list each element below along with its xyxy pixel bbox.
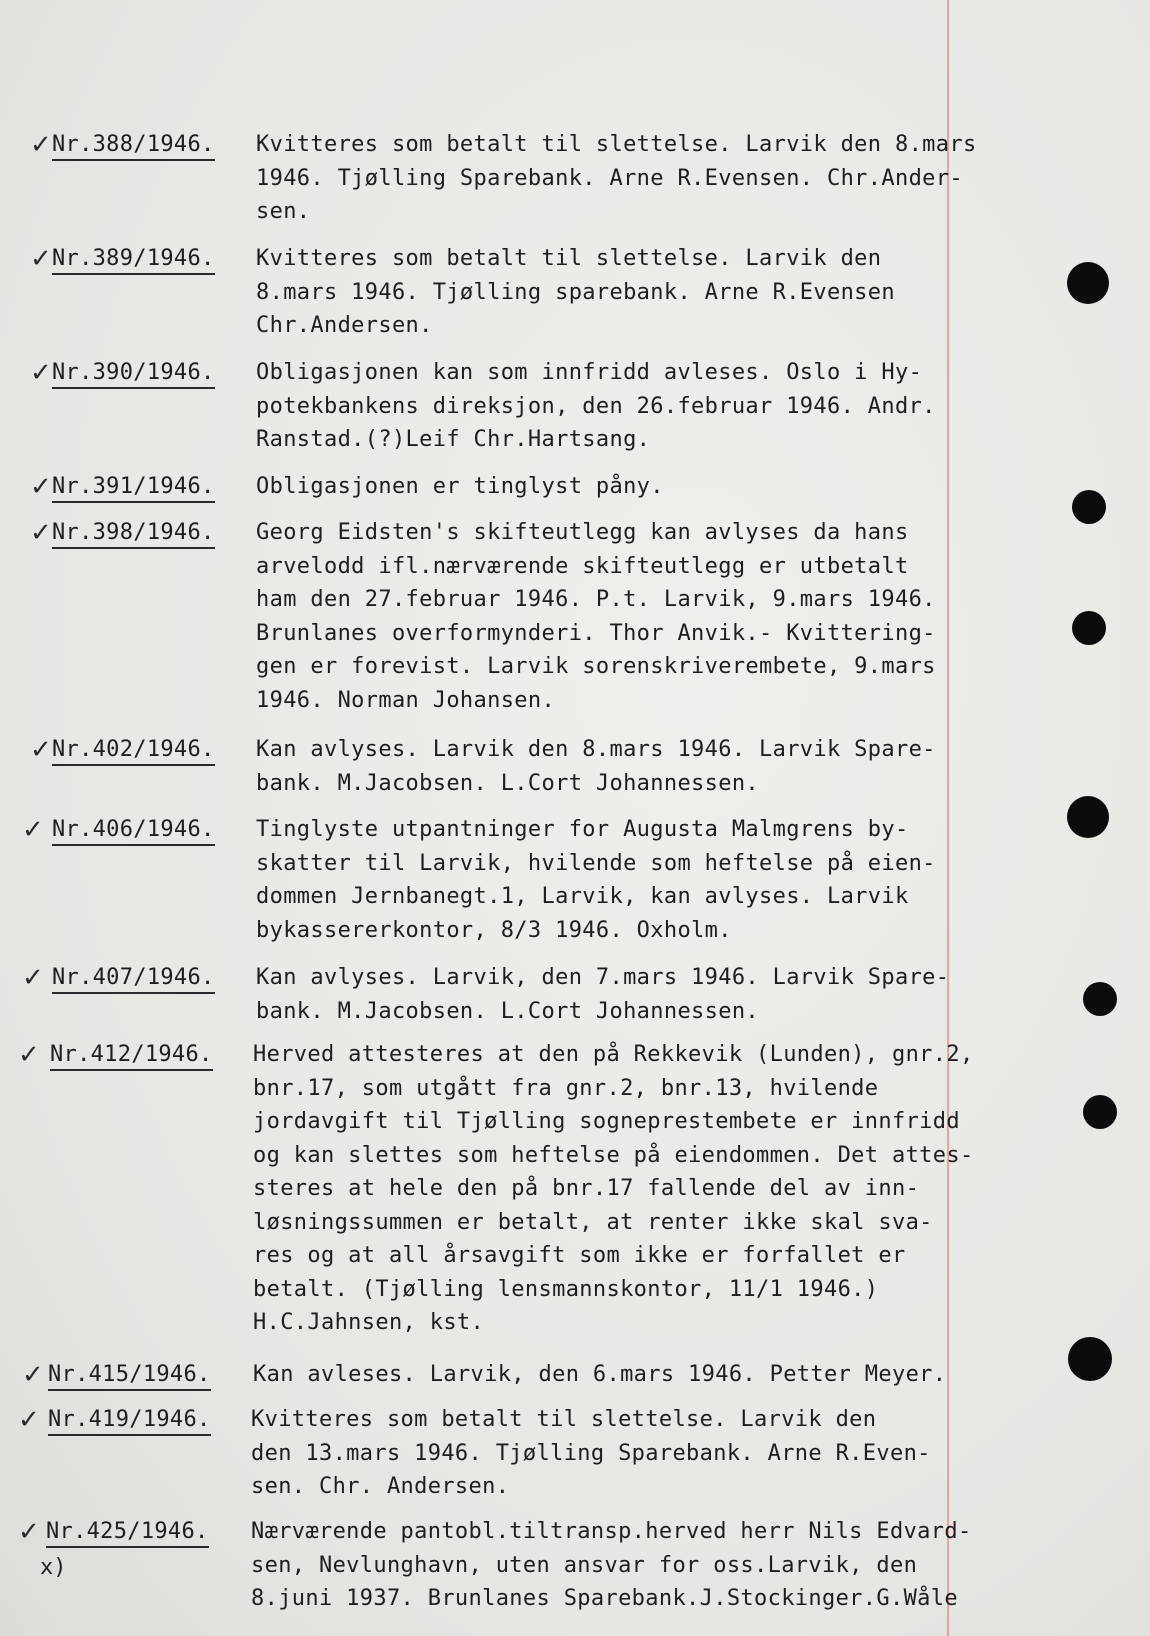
check-mark: ✓ <box>18 1517 40 1547</box>
entry-ref: Nr.425/1946. <box>46 1519 209 1548</box>
entry-text: Kan avlyses. Larvik, den 7.mars 1946. Larvik Spare- bank. M.Jacobsen. L.Cort Johannessen. <box>256 965 950 1024</box>
entry-text: Obligasjonen kan som innfridd avleses. Oslo i Hy- potekbankens direksjon, den 26.februar 1946. Andr. Ranstad.(?)Leif Chr.Hartsang. <box>256 360 936 452</box>
check-mark: ✓ <box>18 1040 40 1070</box>
check-mark: ✓ <box>18 1405 40 1435</box>
entry-text: Georg Eidsten's skifteutlegg kan avlyses da hans arvelodd ifl.nærværende skifteutlegg er utbetalt ham den 27.februar 1946. P.t. Larvik, 9.mars 1946. Brunlanes overformynderi. Thor Anvik.- Kvittering- gen er forevist. Larvik sorenskriverembete, 9.mars 1946. Norman Johansen. <box>256 520 936 713</box>
entry-ref: Nr.415/1946. <box>48 1362 211 1391</box>
entry-text: Kvitteres som betalt til slettelse. Larvik den 8.mars 1946. Tjølling sparebank. Arne R.Evensen Chr.Andersen. <box>256 246 895 338</box>
entry-ref: Nr.406/1946. <box>52 817 215 846</box>
entry-ref: Nr.390/1946. <box>52 360 215 389</box>
entry-text: Obligasjonen er tinglyst påny. <box>256 474 664 499</box>
entry-text: Nærværende pantobl.tiltransp.herved herr Nils Edvard- sen, Nevlunghavn, uten ansvar for oss.Larvik, den 8.juni 1937. Brunlanes Sparebank.J.Stockinger.G.Wåle <box>251 1519 972 1611</box>
entry-text: Tinglyste utpantninger for Augusta Malmgrens by- skatter til Larvik, hvilende som heftelse på eien- dommen Jernbanegt.1, Larvik, kan avlyses. Larvik bykassererkontor, 8/3 1946. Oxholm. <box>256 817 936 943</box>
entry-ref: Nr.407/1946. <box>52 965 215 994</box>
red-margin-line <box>947 0 949 1636</box>
entry-ref: Nr.398/1946. <box>52 520 215 549</box>
check-mark: ✓ <box>30 472 52 502</box>
binder-hole-4 <box>1067 796 1109 838</box>
footnote-marker: x) <box>40 1555 67 1580</box>
check-mark: ✓ <box>22 1360 44 1390</box>
entry-text: Kan avleses. Larvik, den 6.mars 1946. Petter Meyer. <box>253 1362 947 1387</box>
binder-hole-5 <box>1083 982 1117 1016</box>
binder-hole-1 <box>1067 262 1109 304</box>
check-mark: ✓ <box>30 735 52 765</box>
check-mark: ✓ <box>30 130 52 160</box>
entry-ref: Nr.388/1946. <box>52 132 215 161</box>
entry-text: Kvitteres som betalt til slettelse. Larvik den den 13.mars 1946. Tjølling Sparebank. Arne R.Even- sen. Chr. Andersen. <box>251 1407 931 1499</box>
check-mark: ✓ <box>22 963 44 993</box>
entry-text: Kvitteres som betalt til slettelse. Larvik den 8.mars 1946. Tjølling Sparebank. Arne R.Evensen. Chr.Ander- sen. <box>256 132 977 224</box>
entry-ref: Nr.402/1946. <box>52 737 215 766</box>
check-mark: ✓ <box>30 244 52 274</box>
binder-hole-7 <box>1068 1337 1112 1381</box>
binder-hole-2 <box>1072 490 1106 524</box>
binder-hole-6 <box>1083 1095 1117 1129</box>
entry-ref: Nr.391/1946. <box>52 474 215 503</box>
check-mark: ✓ <box>30 518 52 548</box>
entry-text: Kan avlyses. Larvik den 8.mars 1946. Larvik Spare- bank. M.Jacobsen. L.Cort Johannessen. <box>256 737 936 796</box>
binder-hole-3 <box>1072 611 1106 645</box>
entry-ref: Nr.389/1946. <box>52 246 215 275</box>
entry-text: Herved attesteres at den på Rekkevik (Lunden), gnr.2, bnr.17, som utgått fra gnr.2, bnr.13, hvilende jordavgift til Tjølling sogneprestembete er innfridd og kan slettes som heftelse på eiendommen. Det attes- steres at hele den på bnr.17 fallende del av inn- løsningssummen er betalt, at renter ikke skal sva- res og at all årsavgift som ikke er forfallet er betalt. (Tjølling lensmannskontor, 11/1 1946.) H.C.Jahnsen, kst. <box>253 1042 974 1335</box>
entry-ref: Nr.419/1946. <box>48 1407 211 1436</box>
check-mark: ✓ <box>30 358 52 388</box>
entry-ref: Nr.412/1946. <box>50 1042 213 1071</box>
check-mark: ✓ <box>22 815 44 845</box>
